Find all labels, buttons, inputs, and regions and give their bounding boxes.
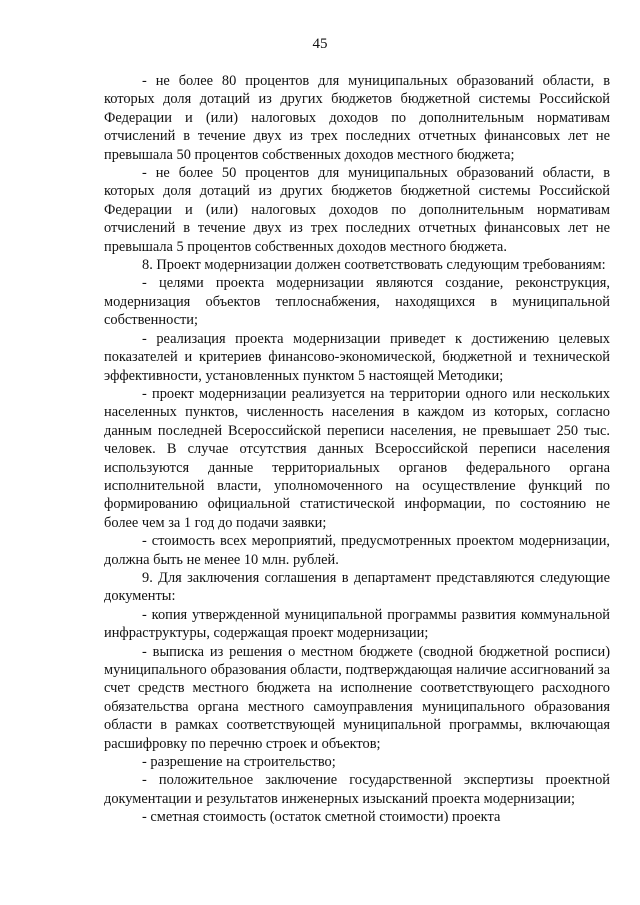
paragraph: 8. Проект модернизации должен соответствовать следующим требованиям: xyxy=(142,257,606,274)
paragraph: - стоимость всех мероприятий, предусмотренных проектом модернизации, должна быть не менее 10 млн. рублей. xyxy=(104,533,610,568)
paragraph: - реализация проекта модернизации приведет к достижению целевых показателей и критериев финансово-экономической, бюджетной и технической эффективности, установленных пунктом 5 настоящей Методики; xyxy=(104,330,610,384)
page-number: 45 xyxy=(312,36,328,52)
paragraph: - выписка из решения о местном бюджете (сводной бюджетной росписи) муниципального образования области, подтверждающая наличие ассигнований за счет средств местного бюджета на исполнение соответствующего расходного обязательства органа местного самоуправления муниципального образования области в рамках соответствующей муниципальной программы, включающая расшифровку по перечню строек и объектов; xyxy=(104,643,610,752)
paragraph: - не более 50 процентов для муниципальных образований области, в которых доля дотаций из других бюджетов бюджетной системы Российской Федерации и (или) налоговых доходов по дополнительным нормативам отчислений в течение двух из трех последних отчетных финансовых лет не превышала 5 процентов собственных доходов местного бюджета. xyxy=(104,165,610,255)
paragraph: - проект модернизации реализуется на территории одного или нескольких населенных пунктов, численность населения в каждом из которых, согласно данным последней Всероссийской переписи населения, не превышает 250 тыс. человек. В случае отсутствия данных Всероссийской переписи населения используются данные территориальных органов федерального органа исполнительной власти, уполномоченного на осуществление функций по формированию официальной статистической информации, по состоянию не более чем за 1 год до подачи заявки; xyxy=(104,385,610,531)
paragraph: - положительное заключение государственной экспертизы проектной документации и результатов инженерных изысканий проекта модернизации; xyxy=(104,772,610,807)
paragraph: - сметная стоимость (остаток сметной стоимости) проекта xyxy=(142,809,501,826)
paragraph: - разрешение на строительство; xyxy=(142,754,336,771)
paragraph: - целями проекта модернизации являются создание, реконструкция, модернизация объектов теплоснабжения, находящихся в муниципальной собственности; xyxy=(104,275,610,329)
paragraph: - не более 80 процентов для муниципальных образований области, в которых доля дотаций из других бюджетов бюджетной системы Российской Федерации и (или) налоговых доходов по дополнительным нормативам отчислений в течение двух из трех последних отчетных финансовых лет не превышала 50 процентов собственных доходов местного бюджета; xyxy=(104,73,610,163)
document-body xyxy=(104,72,610,827)
paragraph: - копия утвержденной муниципальной программы развития коммунальной инфраструктуры, содержащая проект модернизации; xyxy=(104,606,610,642)
paragraph: 9. Для заключения соглашения в департамент представляются следующие документы: xyxy=(104,569,610,605)
